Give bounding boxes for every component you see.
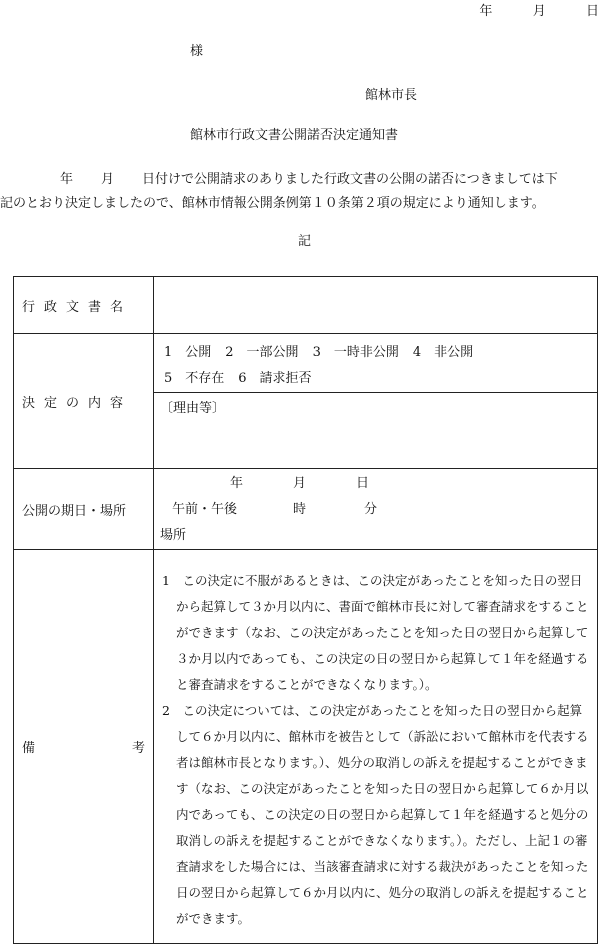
body-rest: 日付けで公開請求のありました行政文書の公開の諾否につきましては下 — [142, 172, 558, 187]
label-remarks: 備 考 — [14, 550, 154, 944]
decision-options — [154, 334, 598, 393]
sched-day: 日 — [356, 476, 370, 491]
notice-body — [0, 168, 613, 216]
remarks-cell — [154, 550, 598, 944]
body-line-2: 記のとおり決定しましたので、館林市情報公開条例第１０条第２項の規定により通知します。 — [0, 196, 545, 211]
option-4[interactable]: 4 非公開 — [412, 345, 474, 360]
label-document-name: 行政文書名 — [14, 277, 154, 334]
body-month: 月 — [101, 172, 115, 187]
option-5[interactable]: 5 不存在 — [164, 371, 225, 386]
option-2[interactable]: 2 一部公開 — [225, 345, 299, 360]
date-day: 日 — [585, 4, 599, 19]
schedule-time — [160, 497, 597, 523]
remark-2: 2 この決定については、この決定があったことを知った日の翌日から起算して６か月以内に、館林市を被告として（訴訟において館林市を代表する者は館林市長となります。）、処分の取消しの訴えを提起することができます（なお、この決定があったことを知った日の翌日から起算して６か月以内であっても、この決定の日の翌日から起算して１年を経過すると処分の取消しの訴えを提起することができなくなります。）。ただし、上記１の審査請求をした場合には、当該審査請求に対する裁決があったことを知った日の翌日から起算して６か月以内に、処分の取消しの訴えを提起することができます。 — [162, 703, 589, 926]
sched-place: 場所 — [160, 528, 187, 543]
option-6[interactable]: 6 請求拒否 — [238, 371, 312, 386]
date-year: 年 — [479, 4, 493, 19]
row-document-name — [14, 277, 598, 334]
remark-1: 1 この決定に不服があるときは、この決定があったことを知った日の翌日から起算して３か月以内に、書面で館林市長に対して審査請求をすることができます（なお、この決定があったことを知った日の翌日から起算して３か月以内であっても、この決定の日の翌日から起算して１年を経過すると審査請求をすることができなくなります。）。 — [162, 573, 589, 692]
row-schedule — [14, 469, 598, 550]
sender: 館林市長 — [365, 88, 418, 103]
label-decision: 決定の内容 — [14, 334, 154, 469]
body-line-1 — [0, 168, 613, 192]
row-remarks — [14, 550, 598, 944]
date-month: 月 — [532, 4, 546, 19]
schedule-cell[interactable] — [154, 469, 598, 550]
addressee: 様 — [190, 44, 204, 59]
document-title: 館林市行政文書公開諾否決定通知書 — [190, 128, 399, 143]
decision-table — [13, 276, 598, 944]
sched-ampm: 午前・午後 — [172, 502, 238, 517]
document-name-value[interactable] — [154, 277, 598, 334]
sched-month: 月 — [293, 476, 307, 491]
ki-heading: 記 — [298, 234, 312, 249]
reason-cell[interactable] — [154, 393, 598, 469]
schedule-date — [160, 471, 597, 497]
label-schedule: 公開の期日・場所 — [14, 469, 154, 550]
option-1[interactable]: 1 公開 — [164, 345, 212, 360]
options-line-2 — [164, 366, 597, 392]
reason-label: 〔理由等〕 — [160, 401, 226, 416]
date-line — [479, 0, 599, 19]
sched-hour: 時 — [293, 502, 307, 517]
row-decision — [14, 334, 598, 393]
sched-year: 年 — [230, 476, 244, 491]
option-3[interactable]: 3 一時非公開 — [312, 345, 399, 360]
sched-min: 分 — [364, 502, 378, 517]
options-line-1 — [164, 340, 597, 366]
body-year: 年 — [60, 172, 74, 187]
